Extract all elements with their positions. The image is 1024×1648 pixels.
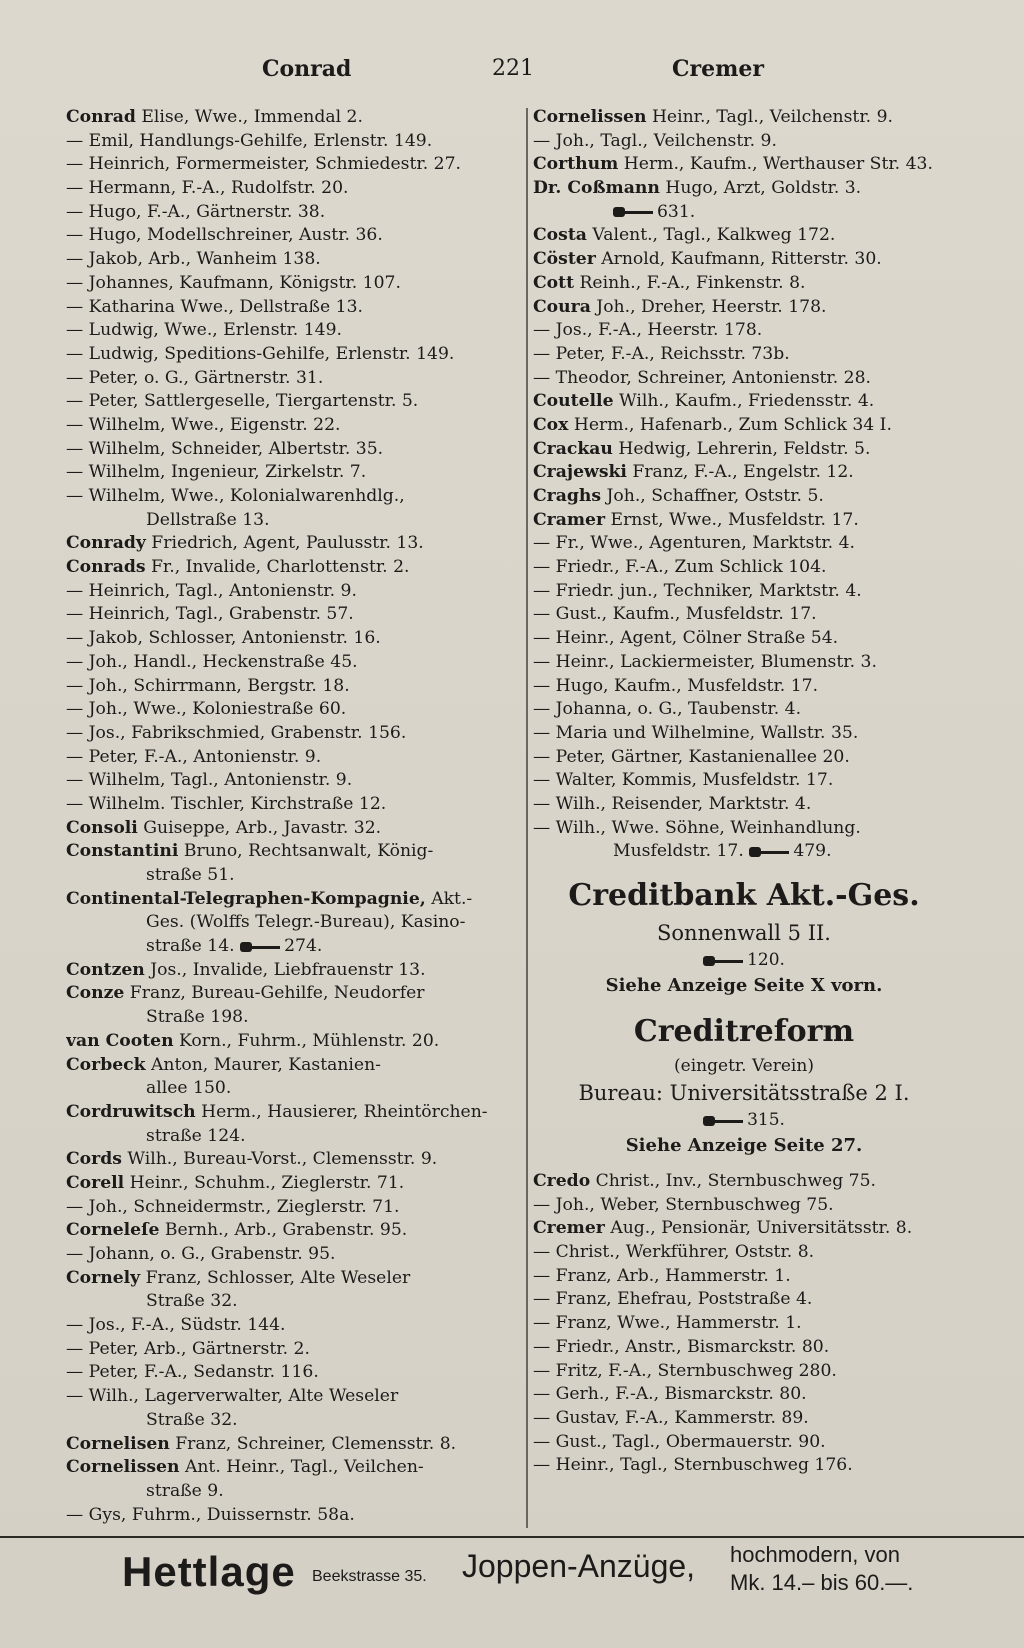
directory-entry <box>66 1172 524 1196</box>
entry-surname: Cott <box>533 272 575 293</box>
directory-entry <box>533 627 955 651</box>
entry-text: Valent., Tagl., Kalkweg 172. <box>586 225 836 246</box>
entry-text: Bernh., Arb., Grabenstr. 95. <box>159 1220 408 1241</box>
entry-text: — Franz, Arb., Hammerstr. 1. <box>533 1265 791 1286</box>
entry-text: — Franz, Ehefrau, Poststraße 4. <box>533 1289 813 1310</box>
entry-text: — Joh., Schneidermstr., Zieglerstr. 71. <box>66 1196 400 1217</box>
directory-entry <box>66 627 524 651</box>
entry-text: Straße 32. <box>146 1409 238 1430</box>
directory-entry <box>66 1433 524 1457</box>
directory-entry <box>66 414 524 438</box>
directory-entry <box>533 556 955 580</box>
column-divider <box>526 108 528 1528</box>
entry-surname: Cremer <box>533 1218 605 1239</box>
creditbank-address: Sonnenwall 5 II. <box>657 921 831 945</box>
directory-entry <box>533 603 955 627</box>
directory-entry <box>533 675 955 699</box>
entry-surname: Credo <box>533 1171 591 1191</box>
directory-entry <box>533 438 955 462</box>
entry-text: Straße 32. <box>146 1291 238 1312</box>
directory-entry <box>66 935 524 959</box>
creditbank-phone: 120. <box>533 948 955 972</box>
entry-text: Akt.- <box>425 888 473 909</box>
entry-text: — Hugo, Kaufm., Musfeldstr. 17. <box>533 675 819 696</box>
directory-entry <box>66 888 524 912</box>
creditreform-phone: 315. <box>533 1108 955 1132</box>
directory-entry <box>66 1385 524 1409</box>
entry-text: Guiseppe, Arb., Javastr. 32. <box>137 817 382 838</box>
entry-text: — Joh., Handl., Heckenstraße 45. <box>66 651 358 672</box>
entry-text: — Hugo, F.-A., Gärtnerstr. 38. <box>66 201 326 222</box>
entry-text: Hugo, Arzt, Goldstr. 3. <box>659 178 862 199</box>
directory-entry <box>533 532 955 556</box>
entry-text: Reinh., F.-A., Finkenstr. 8. <box>574 272 806 293</box>
directory-entry <box>66 485 524 509</box>
directory-entry <box>533 1170 955 1194</box>
directory-entry <box>66 296 524 320</box>
entry-text: — Wilhelm, Ingenieur, Zirkelstr. 7. <box>66 462 367 483</box>
directory-entry <box>533 1454 955 1478</box>
entry-surname: Cöster <box>533 249 596 270</box>
directory-entry <box>533 177 955 201</box>
entry-text: — Jakob, Arb., Wanheim 138. <box>66 249 321 270</box>
entry-text: — Katharina Wwe., Dellstraße 13. <box>66 296 363 317</box>
directory-entry <box>66 817 524 841</box>
telephone-icon <box>703 956 743 966</box>
directory-entry <box>533 1217 955 1241</box>
directory-entry <box>533 343 955 367</box>
directory-entry <box>66 177 524 201</box>
directory-entry <box>533 1336 955 1360</box>
directory-entry <box>533 840 955 864</box>
ad-price-line-1: hochmodern, von <box>730 1542 900 1567</box>
entry-text: — Heinrich, Tagl., Antonienstr. 9. <box>66 580 357 601</box>
directory-entry <box>66 651 524 675</box>
entry-text: Wilh., Kaufm., Friedensstr. 4. <box>613 391 875 412</box>
entry-text: straße 124. <box>146 1125 246 1146</box>
directory-entry <box>66 201 524 225</box>
entry-text: straße 9. <box>146 1480 224 1501</box>
entry-text: — Ludwig, Wwe., Erlenstr. 149. <box>66 320 342 341</box>
entry-text: — Theodor, Schreiner, Antonienstr. 28. <box>533 367 872 388</box>
header-left-keyword: Conrad <box>262 56 352 82</box>
directory-entry <box>66 1030 524 1054</box>
entry-text: Korn., Fuhrm., Mühlenstr. 20. <box>173 1030 440 1051</box>
entry-text: — Johanna, o. G., Taubenstr. 4. <box>533 699 802 720</box>
creditreform-title: Creditreform <box>633 1014 855 1049</box>
directory-entry <box>66 840 524 864</box>
directory-entry <box>66 509 524 533</box>
directory-entry <box>66 1456 524 1480</box>
directory-entry <box>66 461 524 485</box>
directory-entry <box>66 1243 524 1267</box>
entry-text: — Wilh., Reisender, Marktstr. 4. <box>533 793 812 814</box>
entry-text: — Gustav, F.-A., Kammerstr. 89. <box>533 1407 809 1428</box>
ad-brand: Hettlage <box>122 1548 296 1595</box>
directory-entry <box>66 793 524 817</box>
entry-text: Dellstraße 13. <box>146 509 270 530</box>
directory-entry <box>533 769 955 793</box>
directory-entry <box>66 746 524 770</box>
ad-address: Beekstrasse 35. <box>312 1568 427 1585</box>
left-column <box>66 106 524 1527</box>
entry-text: Joh., Schaffner, Oststr. 5. <box>601 486 824 506</box>
entry-text: Anton, Maurer, Kastanien- <box>145 1054 381 1075</box>
directory-entry <box>66 224 524 248</box>
entry-surname: Continental-Telegraphen-Kompagnie, <box>66 888 426 909</box>
entry-surname: Constantini <box>66 841 179 862</box>
entry-text: — Gust., Tagl., Obermauerstr. 90. <box>533 1431 826 1452</box>
header-right-keyword: Cremer <box>672 56 764 82</box>
entry-text: — Peter, o. G., Gärtnerstr. 31. <box>66 367 324 388</box>
entry-text: — Ludwig, Speditions-Gehilfe, Erlenstr. 149. <box>66 343 455 364</box>
entry-text: Wilh., Bureau-Vorst., Clemensstr. 9. <box>121 1149 438 1170</box>
entry-text: — Walter, Kommis, Musfeldstr. 17. <box>533 770 834 791</box>
directory-entry <box>66 1219 524 1243</box>
entry-text: Herm., Hausierer, Rheintörchen- <box>195 1101 488 1122</box>
directory-entry <box>66 272 524 296</box>
entry-surname: Cordruwitsch <box>66 1101 196 1122</box>
entry-surname: Contzen <box>66 959 145 980</box>
telephone-icon <box>240 942 280 952</box>
entry-surname: Cornely <box>66 1267 141 1288</box>
directory-entry <box>66 106 524 130</box>
entry-text: — Heinr., Agent, Cölner Straße 54. <box>533 628 839 649</box>
entry-surname: Cornelissen <box>533 107 647 127</box>
entry-text: — Christ., Werkführer, Oststr. 8. <box>533 1242 815 1263</box>
entry-text: straße 51. <box>146 865 235 885</box>
creditbank-title: Creditbank Akt.-Ges. <box>568 878 920 913</box>
directory-entry <box>66 1148 524 1172</box>
directory-entry <box>533 106 955 130</box>
directory-entry <box>533 793 955 817</box>
ad-price-line-2: Mk. 14.– bis 60.—. <box>730 1570 914 1595</box>
directory-entry <box>533 319 955 343</box>
directory-entry <box>66 532 524 556</box>
entry-text: — Heinrich, Tagl., Grabenstr. 57. <box>66 604 354 625</box>
entry-text: Musfeldstr. 17. <box>613 841 744 862</box>
entry-text: Franz, Schreiner, Clemensstr. 8. <box>169 1433 457 1454</box>
entry-text: — Maria und Wilhelmine, Wallstr. 35. <box>533 722 859 743</box>
creditbank-ad-reference: Siehe Anzeige Seite X vorn. <box>605 975 883 996</box>
page-header <box>0 56 1024 96</box>
directory-entry <box>66 1314 524 1338</box>
directory-entry <box>533 272 955 296</box>
directory-entry <box>66 1480 524 1504</box>
entry-text: — Gerh., F.-A., Bismarckstr. 80. <box>533 1384 807 1405</box>
directory-entry <box>533 390 955 414</box>
directory-entry <box>533 580 955 604</box>
entry-surname: Conze <box>66 983 125 1004</box>
page-number: 221 <box>492 56 534 81</box>
directory-entry <box>533 1407 955 1431</box>
right-column <box>533 106 955 1478</box>
directory-entry <box>533 817 955 841</box>
entry-surname: Conrad <box>66 107 136 127</box>
directory-entry <box>66 864 524 888</box>
directory-entry <box>66 722 524 746</box>
entry-text: — Wilhelm, Tagl., Antonienstr. 9. <box>66 770 353 791</box>
entry-text: — Wilhelm. Tischler, Kirchstraße 12. <box>66 793 387 814</box>
entry-surname: Craghs <box>533 486 602 506</box>
entry-text: Ant. Heinr., Tagl., Veilchen- <box>179 1457 424 1478</box>
entry-text: Aug., Pensionär, Universitätsstr. 8. <box>604 1218 913 1239</box>
entry-text: — Fr., Wwe., Agenturen, Marktstr. 4. <box>533 533 856 554</box>
entry-text: Bruno, Rechtsanwalt, König- <box>178 841 434 862</box>
directory-entry <box>66 130 524 154</box>
entry-text: Joh., Dreher, Heerstr. 178. <box>590 296 827 317</box>
directory-entry <box>66 319 524 343</box>
directory-entry <box>533 698 955 722</box>
entry-text: — Heinr., Lackiermeister, Blumenstr. 3. <box>533 651 877 672</box>
entry-phone-number: 631. <box>657 201 696 222</box>
entry-text: — Heinrich, Formermeister, Schmiedestr. 27. <box>66 154 461 175</box>
advertisement-footer <box>0 1536 1024 1608</box>
entry-text: — Peter, Arb., Gärtnerstr. 2. <box>66 1338 310 1359</box>
telephone-icon <box>613 207 653 217</box>
entry-text: — Wilhelm, Wwe., Eigenstr. 22. <box>66 414 341 435</box>
directory-entry <box>533 509 955 533</box>
entry-text: allee 150. <box>146 1078 232 1099</box>
directory-entry <box>533 248 955 272</box>
entry-text: — Wilh., Wwe. Söhne, Weinhandlung. <box>533 817 861 838</box>
entry-text: — Friedr. jun., Techniker, Marktstr. 4. <box>533 580 862 601</box>
directory-entry <box>533 1360 955 1384</box>
directory-entry <box>66 603 524 627</box>
directory-entry <box>533 651 955 675</box>
entry-text: — Wilhelm, Schneider, Albertstr. 35. <box>66 438 384 459</box>
directory-entry <box>533 461 955 485</box>
entry-surname: Corthum <box>533 154 619 175</box>
directory-entry <box>66 390 524 414</box>
directory-entry <box>533 1383 955 1407</box>
entry-text: Heinr., Schuhm., Zieglerstr. 71. <box>124 1172 405 1193</box>
entry-text: — Emil, Handlungs-Gehilfe, Erlenstr. 149. <box>66 130 433 151</box>
creditreform-ad-reference: Siehe Anzeige Seite 27. <box>625 1135 863 1156</box>
entry-phone-number: 274. <box>284 936 323 957</box>
directory-entry <box>66 153 524 177</box>
entry-surname: Coutelle <box>533 391 614 412</box>
entry-text: — Wilh., Lagerverwalter, Alte Weseler <box>66 1386 399 1407</box>
entry-text: — Johannes, Kaufmann, Königstr. 107. <box>66 272 401 293</box>
directory-entry <box>66 1409 524 1433</box>
entry-text: — Fritz, F.-A., Sternbuschweg 280. <box>533 1360 837 1381</box>
directory-entry <box>66 1196 524 1220</box>
directory-entry <box>66 1504 524 1528</box>
entry-text: — Peter, Gärtner, Kastanienallee 20. <box>533 746 850 767</box>
directory-entry <box>66 982 524 1006</box>
entry-text: — Jos., Fabrikschmied, Grabenstr. 156. <box>66 722 407 743</box>
entry-text: — Gys, Fuhrm., Duissernstr. 58a. <box>66 1504 355 1525</box>
entry-text: — Joh., Tagl., Veilchenstr. 9. <box>533 130 777 151</box>
entry-surname: Costa <box>533 225 587 246</box>
entry-text: Ernst, Wwe., Musfeldstr. 17. <box>605 509 859 530</box>
entry-text: Herm., Hafenarb., Zum Schlick 34 I. <box>568 414 892 435</box>
entry-text: Elise, Wwe., Immendal 2. <box>135 107 363 127</box>
directory-entry <box>66 1290 524 1314</box>
entry-text: — Hermann, F.-A., Rudolfstr. 20. <box>66 178 349 199</box>
entry-text: — Friedr., F.-A., Zum Schlick 104. <box>533 557 827 578</box>
directory-entry <box>533 1194 955 1218</box>
entry-surname: Consoli <box>66 817 138 838</box>
entry-surname: Cramer <box>533 509 606 530</box>
directory-entry <box>66 1054 524 1078</box>
directory-entry <box>66 911 524 935</box>
directory-entry <box>533 1431 955 1455</box>
directory-entry <box>533 367 955 391</box>
entry-text: Franz, Bureau-Gehilfe, Neudorfer <box>124 983 425 1004</box>
directory-entry <box>66 675 524 699</box>
directory-entry <box>533 1288 955 1312</box>
ad-slogan: Joppen-Anzüge, <box>462 1548 696 1584</box>
entry-text: — Johann, o. G., Grabenstr. 95. <box>66 1244 336 1264</box>
directory-entry <box>533 1265 955 1289</box>
directory-entry <box>533 153 955 177</box>
entry-text: — Peter, F.-A., Sedanstr. 116. <box>66 1362 319 1383</box>
entry-text: Arnold, Kaufmann, Ritterstr. 30. <box>595 249 882 270</box>
entry-text: — Jos., F.-A., Südstr. 144. <box>66 1315 286 1336</box>
telephone-icon <box>703 1116 743 1126</box>
entry-surname: Corbeck <box>66 1054 146 1075</box>
entry-surname: Corell <box>66 1172 125 1193</box>
directory-entry <box>66 1125 524 1149</box>
entry-text: — Jakob, Schlosser, Antonienstr. 16. <box>66 628 381 649</box>
directory-entry <box>533 485 955 509</box>
directory-entry <box>66 959 524 983</box>
entry-text: Fr., Invalide, Charlottenstr. 2. <box>145 557 410 578</box>
directory-entry <box>66 1267 524 1291</box>
entry-surname: Conrady <box>66 533 146 554</box>
entry-surname: Dr. Coßmann <box>533 178 660 199</box>
entry-text: — Joh., Wwe., Koloniestraße 60. <box>66 699 347 720</box>
entry-text: Franz, F.-A., Engelstr. 12. <box>626 462 854 483</box>
directory-entry <box>66 769 524 793</box>
directory-entry <box>66 698 524 722</box>
entry-surname: Crajewski <box>533 462 627 483</box>
entry-text: Friedrich, Agent, Paulusstr. 13. <box>145 533 424 554</box>
entry-text: straße 14. <box>146 936 235 957</box>
entry-surname: Coura <box>533 296 591 317</box>
directory-entry <box>533 201 955 225</box>
directory-entry <box>66 1077 524 1101</box>
entry-text: Ges. (Wolffs Telegr.-Bureau), Kasino- <box>146 912 466 933</box>
directory-entry <box>533 414 955 438</box>
creditreform-subtitle: (eingetr. Verein) <box>674 1056 814 1076</box>
creditreform-address: Bureau: Universitätsstraße 2 I. <box>578 1081 910 1105</box>
entry-text: — Franz, Wwe., Hammerstr. 1. <box>533 1313 802 1334</box>
directory-entry <box>66 248 524 272</box>
entry-surname: Cox <box>533 414 569 435</box>
entry-text: Jos., Invalide, Liebfrauenstr 13. <box>144 959 426 980</box>
directory-entry <box>66 367 524 391</box>
entry-text: — Wilhelm, Wwe., Kolonialwarenhdlg., <box>66 486 405 506</box>
entry-text: — Jos., F.-A., Heerstr. 178. <box>533 320 763 341</box>
entry-text: — Friedr., Anstr., Bismarckstr. 80. <box>533 1336 830 1357</box>
entry-text: — Joh., Weber, Sternbuschweg 75. <box>533 1194 834 1215</box>
directory-entry <box>533 1312 955 1336</box>
entry-text: — Gust., Kaufm., Musfeldstr. 17. <box>533 604 817 625</box>
entry-text: — Joh., Schirrmann, Bergstr. 18. <box>66 675 350 696</box>
entry-text: — Hugo, Modellschreiner, Austr. 36. <box>66 225 383 246</box>
entry-surname: Cords <box>66 1149 122 1170</box>
directory-entry <box>533 1241 955 1265</box>
entry-text: Heinr., Tagl., Veilchenstr. 9. <box>646 107 893 127</box>
directory-entry <box>533 722 955 746</box>
entry-phone-number: 479. <box>793 841 832 862</box>
entry-text: — Heinr., Tagl., Sternbuschweg 176. <box>533 1455 853 1476</box>
entry-surname: Corneleſe <box>66 1220 160 1241</box>
entry-surname: Cornelissen <box>66 1457 180 1478</box>
directory-entry <box>533 296 955 320</box>
directory-entry <box>533 224 955 248</box>
directory-entry <box>533 746 955 770</box>
directory-entry <box>66 1006 524 1030</box>
entry-text: Hedwig, Lehrerin, Feldstr. 5. <box>612 438 871 459</box>
entry-text: Straße 198. <box>146 1007 249 1028</box>
directory-entry <box>66 1361 524 1385</box>
entry-text: Christ., Inv., Sternbuschweg 75. <box>590 1171 876 1191</box>
entry-surname: van Cooten <box>66 1030 174 1051</box>
directory-entry <box>66 1338 524 1362</box>
entry-text: — Peter, Sattlergeselle, Tiergartenstr. 5. <box>66 391 419 412</box>
entry-text: Herm., Kaufm., Werthauser Str. 43. <box>618 154 933 175</box>
entry-text: Franz, Schlosser, Alte Weseler <box>140 1267 411 1288</box>
entry-surname: Crackau <box>533 438 613 459</box>
entry-text: — Peter, F.-A., Reichsstr. 73b. <box>533 343 790 364</box>
telephone-icon <box>749 847 789 857</box>
directory-entry <box>66 556 524 580</box>
entry-text: — Peter, F.-A., Antonienstr. 9. <box>66 746 322 767</box>
entry-surname: Conrads <box>66 557 146 578</box>
directory-entry <box>66 580 524 604</box>
directory-entry <box>533 130 955 154</box>
entry-surname: Cornelisen <box>66 1433 170 1454</box>
directory-entry <box>66 1101 524 1125</box>
directory-entry <box>66 438 524 462</box>
directory-entry <box>66 343 524 367</box>
